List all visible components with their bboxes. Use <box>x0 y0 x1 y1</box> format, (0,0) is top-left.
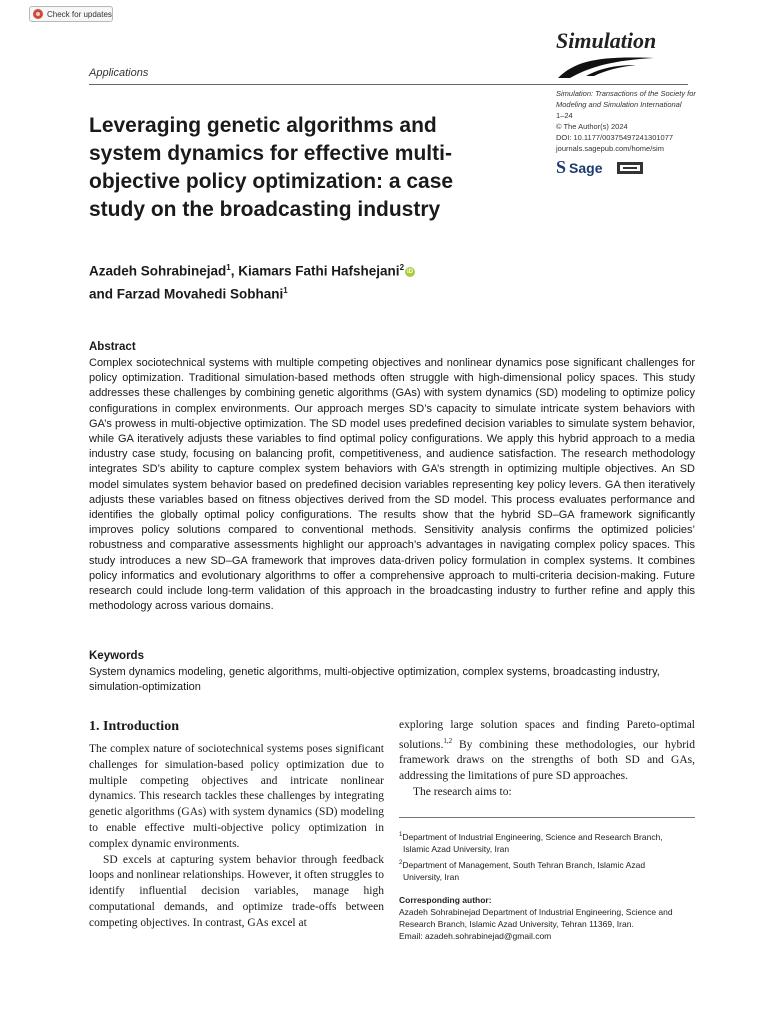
sage-label: Sage <box>569 159 603 176</box>
affiliation-item <box>399 857 695 883</box>
body-paragraph: The complex nature of sociotechnical systems poses significant challenges for simulation-based policy optimization due to multiple competing objectives and intricate nonlinear dynamics. This research tackles these challenges by integrating genetic algorithms (GAs) with system dynamics (SD) modeling to enable effective multi-objective policy optimization in complex dynamic environments. <box>89 743 384 850</box>
check-for-updates-label: Check for updates <box>47 9 112 19</box>
affiliation-number: 2 <box>399 859 403 866</box>
keywords-heading: Keywords <box>89 650 144 662</box>
author-affiliation-mark: 1 <box>226 263 231 272</box>
affiliation-number: 1 <box>399 832 403 838</box>
corresponding-author-text: Azadeh Sohrabinejad Department of Industrial Engineering, Science and <box>399 907 673 917</box>
article-title: Leveraging genetic algorithms and system dynamics for effective multi-objective policy optimization: a case study on the broadcasting industry <box>89 114 454 221</box>
affiliation-text: Department of Management, South Tehran Branch, Islamic Azad <box>402 859 646 870</box>
journal-meta <box>556 88 706 154</box>
header-divider <box>89 84 688 85</box>
author-affiliation-mark: 2 <box>399 263 405 272</box>
body-paragraph <box>399 718 695 785</box>
introduction-right-column <box>399 718 695 801</box>
author-name[interactable]: Farzad Movahedi Sobhani <box>116 286 284 301</box>
affiliation-text: Department of Industrial Engineering, Science and Research Branch, <box>402 831 663 842</box>
affiliation-text: Islamic Azad University, Iran <box>403 843 510 854</box>
body-paragraph: SD excels at capturing system behavior through feedback loops and nonlinear relationships. However, it often struggles to identify influential decision variables, manage high computational demands, and optimize trade-offs between competing objectives. In contrast, GAs excel at <box>89 853 384 929</box>
abstract-body: Complex sociotechnical systems with multiple competing objectives and nonlinear dynamics pose significant challenges for policy optimization. Traditional simulation-based methods often struggle with high-dimensional policy spaces. This study addresses these challenges by combining genetic algorithms (GAs) with system dynamics (SD) modeling to optimize policy configurations in complex environments. Our approach merges SD’s capacity to simulate intricate system behaviors with GA’s prowess in multi-objective optimization. The SD model uses predefined decision variables to simulate system behavior, while GA iteratively adjusts these variables to find optimal policy configurations. We apply this hybrid approach to a media industry case study, focusing on balancing profit, competitiveness, and audience satisfaction. The research methodology integrates SD’s ability to capture complex system behaviors with GA’s strength in optimizing multiple objectives. An SD model simulates system behavior based on predefined decision variables representing key policy levers. GA then iteratively adjusts these variables based on fitness objectives derived from the SD model. This process evaluates performance and identifies the globally optimal policy configurations. The results show that the hybrid SD–GA framework significantly improves policy solutions compared to conventional methods. Sensitivity analysis confirms the optimized policies’ robustness and comparative assessments highlight our approach’s advantages in navigating complex policy spaces. This study introduces a new SD–GA framework that improves data-driven policy formulation in complex systems. It combines policy informatics and evolutionary algorithms to offer a comprehensive approach to multi-criteria decision-making. Future research could include long-term validation of this approach in the broadcasting industry to further refine and apply this methodology across various domains. <box>89 357 695 613</box>
author-separator: and <box>89 286 117 301</box>
page-range: 1–24 <box>556 111 573 120</box>
author-separator: , <box>230 263 239 279</box>
journal-name: Simulation <box>556 28 657 53</box>
doi-link[interactable]: DOI: 10.1177/00375497241301077 <box>556 133 674 142</box>
email-link[interactable]: Email: azadeh.sohrabinejad@gmail.com <box>399 931 552 941</box>
sage-s-icon: S <box>556 157 567 177</box>
affiliations-list <box>399 829 695 885</box>
author-name[interactable]: Azadeh Sohrabinejad <box>89 263 227 279</box>
citation-link[interactable]: 1,2 <box>443 736 453 745</box>
body-text: exploring large solution spaces and finding Pareto-optimal solutions. <box>399 719 695 751</box>
introduction-left-column <box>89 742 384 932</box>
author-list <box>89 258 509 303</box>
abstract-heading: Abstract <box>89 341 136 353</box>
check-for-updates-button[interactable] <box>29 6 113 22</box>
corresponding-author-label: Corresponding author: <box>399 895 492 905</box>
journal-url-link[interactable]: journals.sagepub.com/home/sim <box>556 144 664 153</box>
updates-icon <box>33 9 43 19</box>
section-label: Applications <box>89 67 149 79</box>
affiliation-text: University, Iran <box>403 871 460 882</box>
author-name[interactable]: Kiamars Fathi Hafshejani <box>238 263 400 279</box>
affiliation-item <box>399 829 695 855</box>
simulation-logo-icon <box>556 54 656 80</box>
corresponding-author-text: Research Branch, Islamic Azad University, Tehran 11369, Iran. <box>399 919 634 929</box>
orcid-icon[interactable]: iD <box>407 268 414 275</box>
footnote-divider <box>399 817 695 818</box>
copyright: © The Author(s) 2024 <box>556 122 628 131</box>
scs-logo-icon <box>616 160 644 176</box>
author-affiliation-mark: 1 <box>283 285 288 295</box>
publisher-logos <box>556 157 644 178</box>
journal-full-name: Simulation: Transactions of the Society for Modeling and Simulation International <box>556 89 696 109</box>
sage-logo <box>556 157 602 178</box>
introduction-heading: 1. Introduction <box>89 719 179 734</box>
keywords-list: System dynamics modeling, genetic algorithms, multi-objective optimization, complex systems, broadcasting industry, simulation-optimization <box>89 666 660 694</box>
body-text: By combining these methodologies, our hybrid framework draws on the strengths of both SD and GAs, addressing the limitations of pure SD approaches. <box>399 738 695 783</box>
corresponding-author <box>399 894 695 942</box>
body-paragraph: The research aims to: <box>413 786 512 799</box>
